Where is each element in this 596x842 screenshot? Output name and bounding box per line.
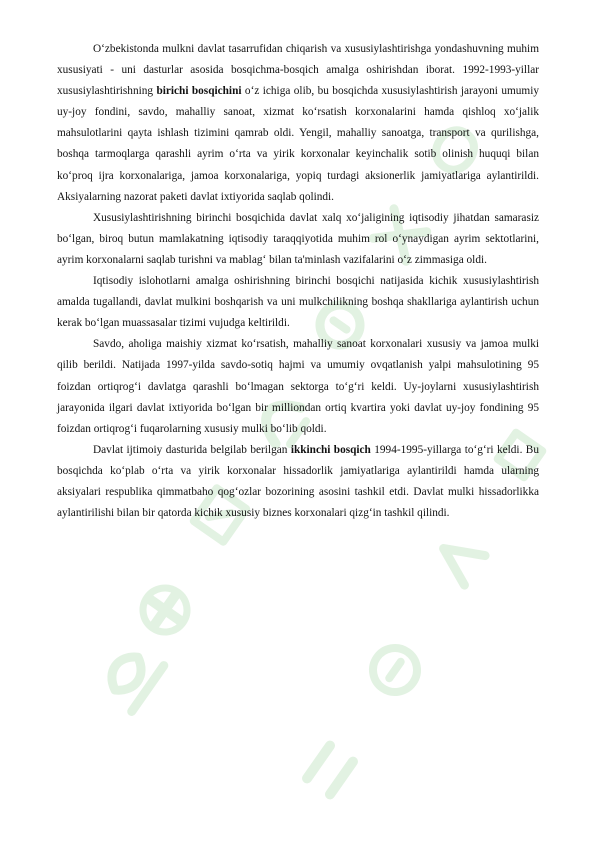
paragraph-4: Savdo, aholiga maishiy xizmat ko‘rsatish, mahalliy sanoat korxonalari xususiy va jamoa mulki qilib berildi. Natijada 1997-yilda savdo-sotiq hajmi va umumiy ovqatlanish yalpi mahsulotining 95 foizdan ortiqrog‘i davlatga qarashli bo‘lmagan sektorga to‘g‘ri keldi. Uy-joylarni xususiylashtirish jarayonida ilgari davlat ixtiyorida bo‘lgan bir milliondan ortiq kvartira yoki davlat uy-joy fondining 95 foizdan ortiqrog‘i fuqarolarning xususiy mulki bo‘lib qoldi.	[57, 338, 539, 435]
watermark-glyph	[99, 643, 163, 712]
bold-term-second-stage: ikkinchi bosqich	[290, 443, 371, 456]
paragraph-text: 1994-1995-yillarga to‘g‘ri keldi. Bu bosqichda ko‘plab o‘rta va yirik korxonalar hissadorlik jamiyatlariga aylantirildi hamda ularning aksiyalari respublika qimmatbaho qog‘ozlar bozorining asosini tashkil etdi. Davlat mulki hissadorlikka aylantirilishi bilan bir qatorda kichik xususiy biznes korxonalari qizg‘in tashkil qilindi.	[57, 443, 539, 520]
watermark-glyph	[307, 746, 353, 795]
document-body	[57, 39, 539, 524]
bold-term-first-stage: birichi bosqichini	[156, 85, 242, 98]
paragraph-text: Davlat ijtimoiy dasturida belgilab berilgan	[93, 443, 291, 456]
paragraph-1	[57, 39, 539, 208]
watermark-glyph	[433, 534, 485, 585]
paragraph-2: Xususiylashtirishning birinchi bosqichida davlat xalq xo‘jaligining iqtisodiy jihatdan samarasiz bo‘lgan, biroq butun mamlakatning iqtisodiy taraqqiyotida muhim rol o‘ynaydigan ayrim sektotlarini, ayrim korxonalarni saqlab turishni va mablag‘ bilan ta'minlash vazifalarini o‘z zimmasiga oldi.	[57, 211, 539, 266]
paragraph-3: Iqtisodiy islohotlarni amalga oshirishning birinchi bosqichi natijasida kichik xususiylashtirish amalda tugallandi, davlat mulkini boshqarish va uni mulkchilikning boshqa shakllariga aylantirish uchun kerak bo‘lgan muassasalar tizimi vujudga keltirildi.	[57, 275, 539, 330]
watermark-glyph	[134, 579, 195, 640]
paragraph-text: O‘zbekistonda mulkni davlat tasarrufidan chiqarish va xususiylashtirishga yondashuvning muhim xususiyati - uni dasturlar asosida bosqichma-bosqich amalga oshirishdan iborat. 1992-1993-yillar xususiylashtirishning	[57, 43, 539, 98]
paragraph-5	[57, 440, 539, 524]
watermark-glyph	[364, 639, 425, 700]
paragraph-text: o‘z ichiga olib, bu bosqichda xususiylashtirish jarayoni umumiy uy-joy fondini, savdo, mahalliy sanoat, xizmat ko‘rsatish korxonalarini hamda qishloq xo‘jalik mahsulotlarini qayta ishlash tizimini qamrab oldi. Yengil, mahalliy sanoatga, transport va qurilishga, boshqa tarmoqlarga qarashli ayrim o‘rta va yirik korxonalar keyinchalik sotib olinish huquqi bilan ko‘proq ijra korxonalariga, jamoa korxonalariga, yopiq turdagi aksionerlik jamiyatlariga aylantirildi. Aksiyalarning nazorat paketi davlat ixtiyorida saqlab qolindi.	[57, 85, 539, 203]
